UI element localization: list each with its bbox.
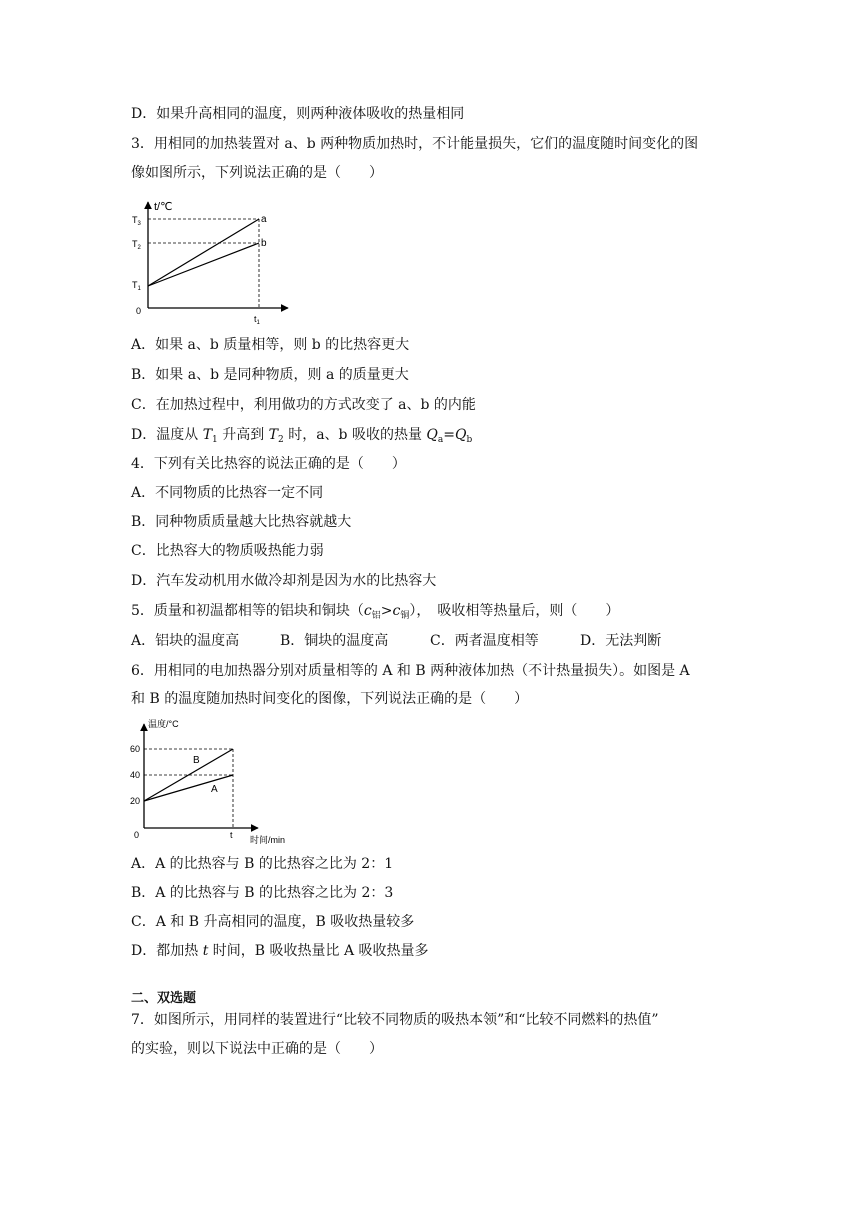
q4-option-b: B．同种物质质量越大比热容就越大 bbox=[131, 514, 352, 530]
q5-option-a: A．铝块的温度高 bbox=[131, 633, 240, 649]
q6-tick-40: 40 bbox=[130, 770, 141, 780]
q3-tick-t1: $t_1$ bbox=[254, 314, 260, 326]
q6-stem-line1: 6．用相同的电加热器分别对质量相等的 A 和 B 两种液体加热（不计热量损失）。如图是 A bbox=[131, 663, 690, 679]
q3-line-a bbox=[148, 219, 259, 286]
q6-option-d: D．都加热 t 时间，B 吸收热量比 A 吸收热量多 bbox=[131, 943, 429, 959]
q6-label-A: A bbox=[211, 784, 218, 795]
q3-tick-0: 0 bbox=[136, 306, 142, 316]
q6-stem-line2: 和 B 的温度随加热时间变化的图像，下列说法正确的是（ ） bbox=[131, 691, 529, 707]
q6-label-B: B bbox=[193, 755, 200, 766]
q3-option-b: B．如果 a、b 是同种物质，则 a 的质量更大 bbox=[131, 367, 409, 383]
q6-tick-t: t bbox=[230, 830, 233, 840]
q6-temperature-graph bbox=[128, 716, 303, 846]
q5-option-d: D．无法判断 bbox=[580, 633, 662, 649]
q7-stem-line2: 的实验，则以下说法中正确的是（ ） bbox=[131, 1041, 383, 1057]
q4-option-c: C．比热容大的物质吸热能力弱 bbox=[131, 543, 324, 559]
q6-option-c: C．A 和 B 升高相同的温度，B 吸收热量较多 bbox=[131, 914, 415, 930]
q4-option-d: D．汽车发动机用水做冷却剂是因为水的比热容大 bbox=[131, 573, 437, 589]
q3-temperature-graph bbox=[128, 198, 293, 328]
q4-stem: 4．下列有关比热容的说法正确的是（ ） bbox=[131, 456, 406, 472]
q6-tick-20: 20 bbox=[130, 796, 141, 806]
q3-tick-T2: $T_2$ bbox=[132, 239, 141, 251]
q6-x-axis-label: 时间/min bbox=[250, 835, 286, 845]
q3-line-b bbox=[148, 243, 259, 286]
q2-option-d: D．如果升高相同的温度，则两种液体吸收的热量相同 bbox=[131, 106, 465, 122]
q6-line-A bbox=[144, 775, 233, 801]
q3-option-a: A．如果 a、b 质量相等，则 b 的比热容更大 bbox=[131, 337, 410, 353]
q6-tick-0: 0 bbox=[134, 830, 140, 840]
q3-option-d: D．温度从 $T_1$ 升高到 $T_2$ 时，a、b 吸收的热量 $Q_a=Q_b$ bbox=[131, 427, 473, 445]
q3-label-b: b bbox=[261, 238, 267, 249]
q3-option-c: C．在加热过程中，利用做功的方式改变了 a、b 的内能 bbox=[131, 397, 476, 413]
q5-stem: 5．质量和初温都相等的铝块和铜块$(c_铝>c_铜)$， 吸收相等热量后，则（ ） bbox=[131, 603, 620, 621]
q6-option-a: A．A 的比热容与 B 的比热容之比为 2：1 bbox=[131, 856, 394, 872]
q3-tick-T1: $T_1$ bbox=[132, 280, 141, 292]
q3-stem-line1: 3．用相同的加热装置对 a、b 两种物质加热时，不计能量损失，它们的温度随时间变化的图 bbox=[131, 136, 699, 152]
q6-y-axis-label: 温度/°C bbox=[148, 719, 179, 729]
q3-stem-line2: 像如图所示，下列说法正确的是（ ） bbox=[131, 165, 383, 181]
q7-stem-line1: 7．如图所示，用同样的装置进行“比较不同物质的吸热本领”和“比较不同燃料的热值” bbox=[131, 1012, 659, 1028]
q6-tick-60: 60 bbox=[130, 744, 141, 754]
q3-label-a: a bbox=[261, 214, 267, 225]
section-heading: 二、双选题 bbox=[131, 991, 197, 1006]
q3-y-axis-label: t/℃ bbox=[154, 201, 173, 213]
q5-option-c: C．两者温度相等 bbox=[430, 633, 539, 649]
q5-option-b: B．铜块的温度高 bbox=[280, 633, 389, 649]
q3-tick-T3: $T_3$ bbox=[132, 215, 141, 227]
q4-option-a: A．不同物质的比热容一定不同 bbox=[131, 485, 324, 501]
q6-option-b: B．A 的比热容与 B 的比热容之比为 2：3 bbox=[131, 885, 394, 901]
